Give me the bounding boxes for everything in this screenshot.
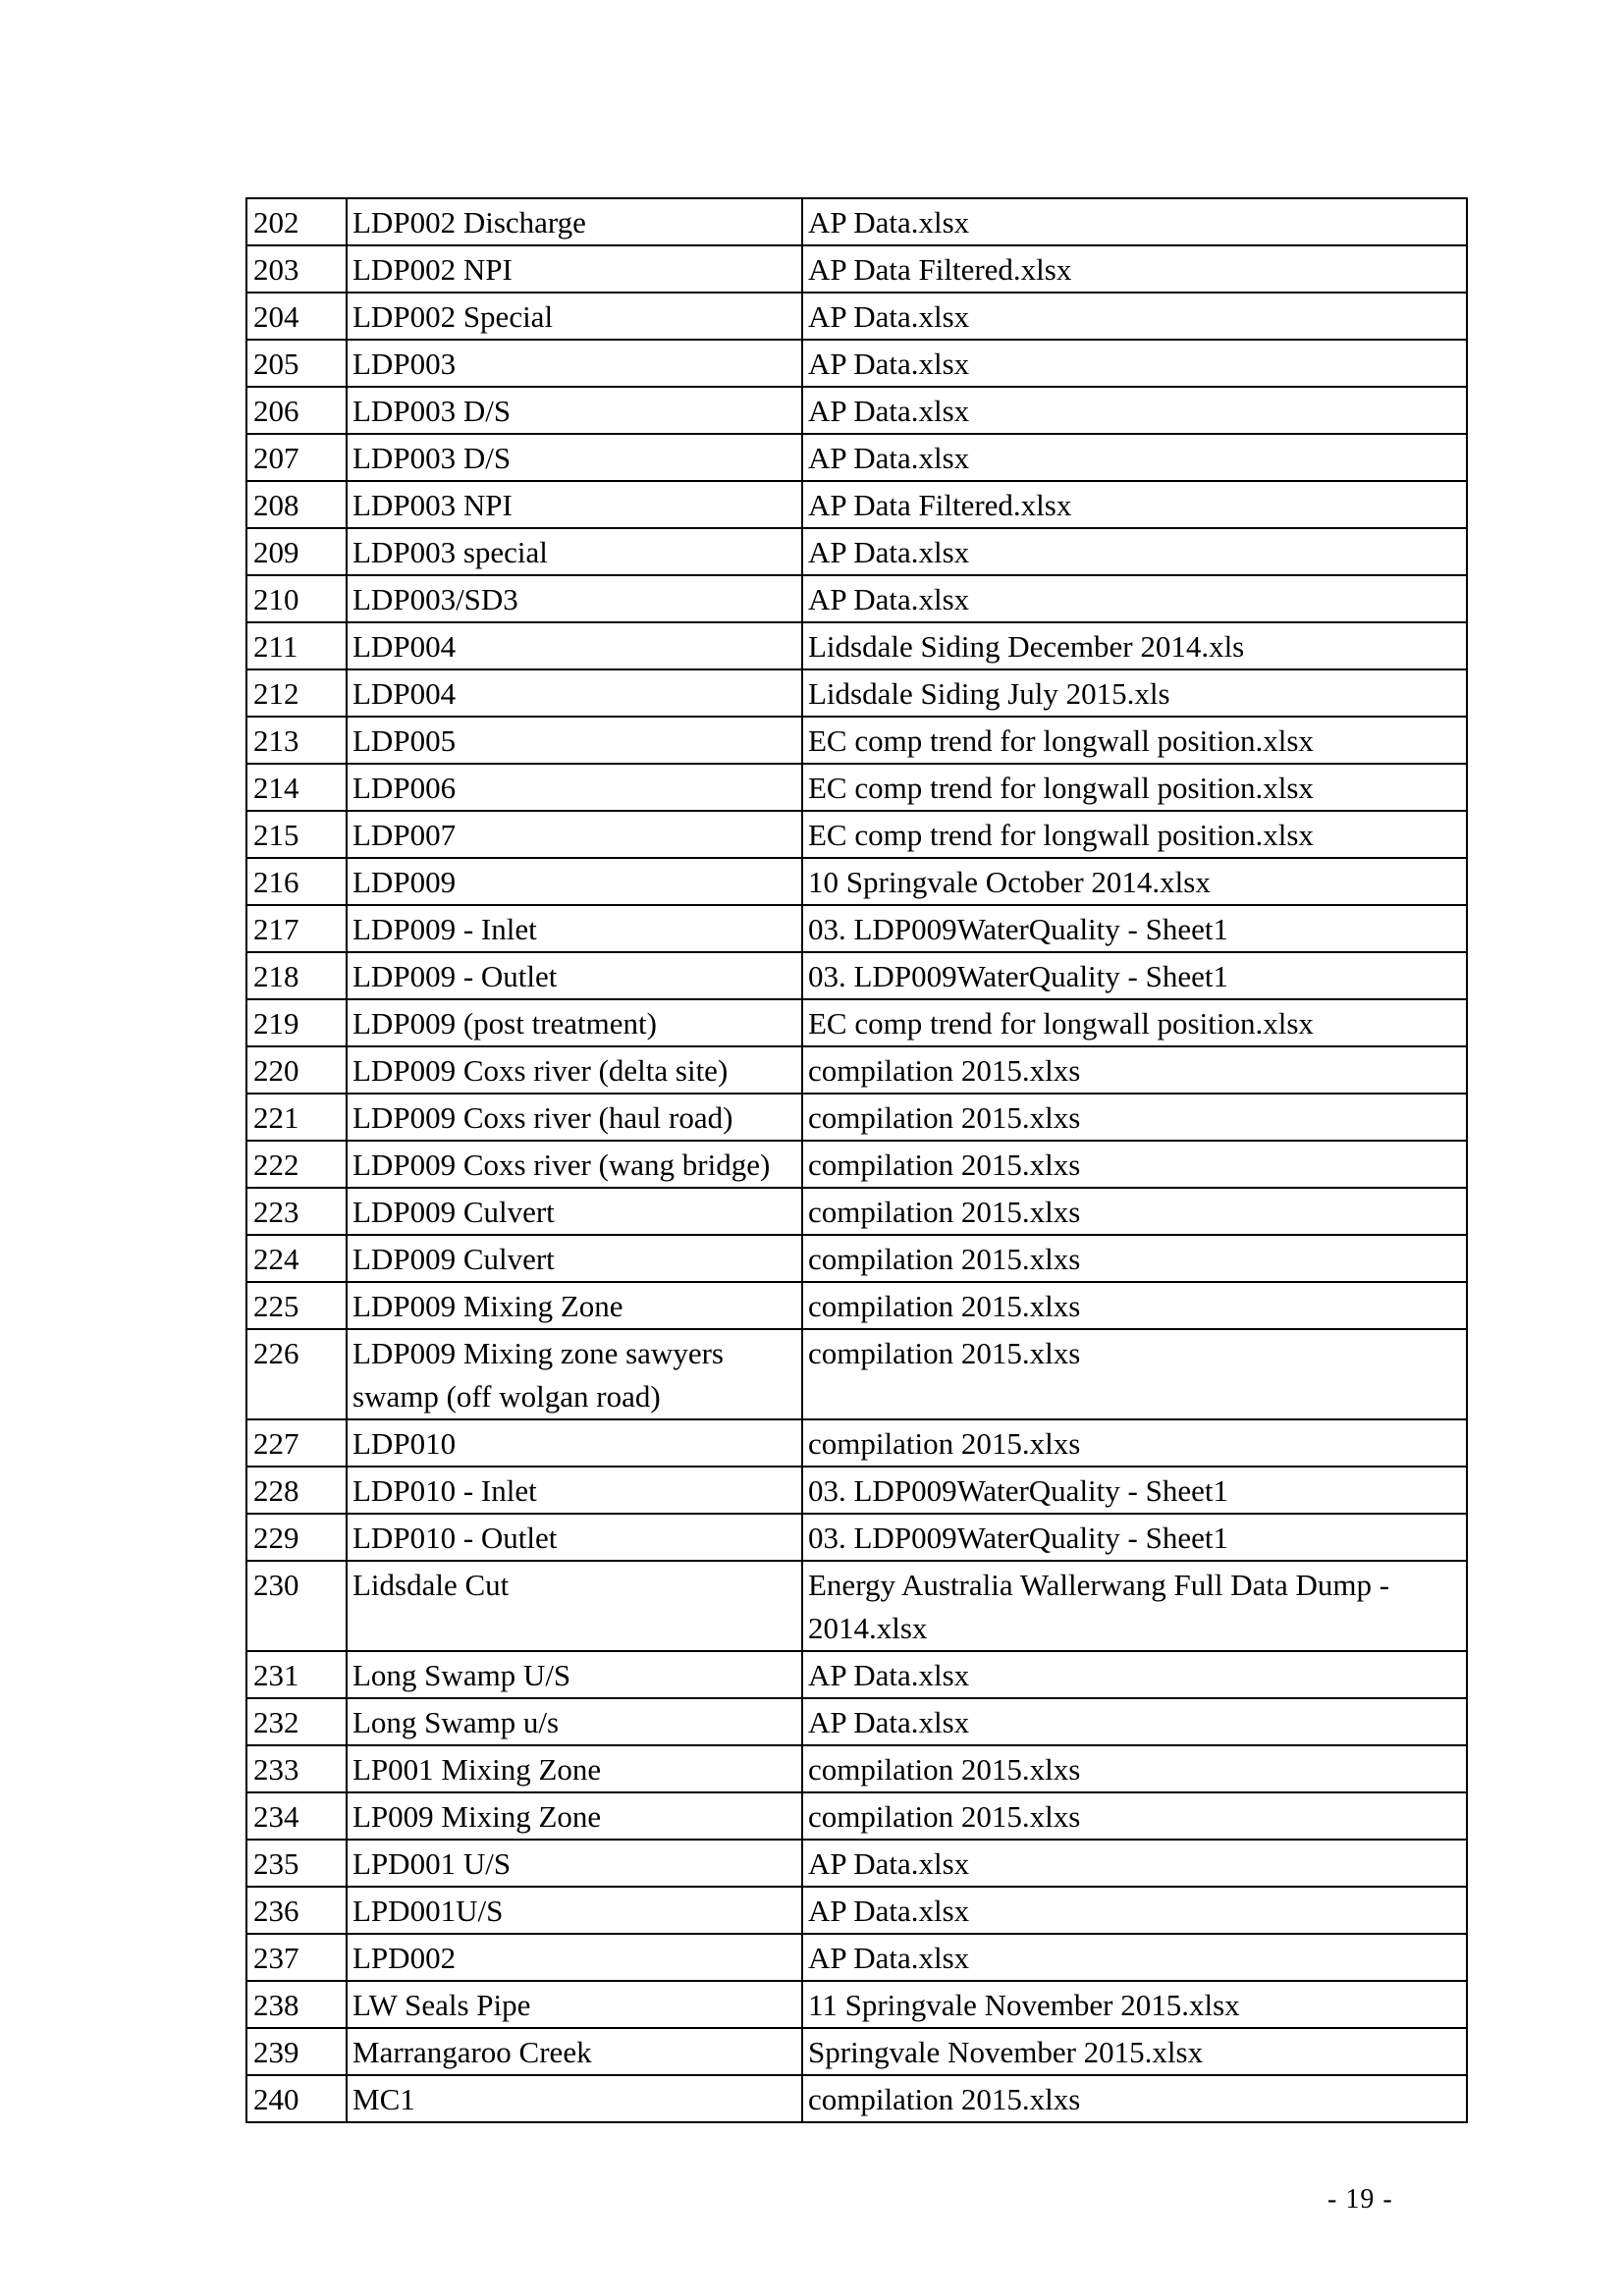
location-cell: LPD002 (347, 1934, 802, 1981)
row-number-cell: 208 (246, 481, 347, 528)
location-cell: LDP003 (347, 340, 802, 387)
location-cell: Lidsdale Cut (347, 1561, 802, 1651)
source-file-cell: compilation 2015.xlxs (802, 1745, 1467, 1792)
table-row (246, 811, 1467, 858)
row-number-cell: 233 (246, 1745, 347, 1792)
source-file-cell: AP Data.xlsx (802, 198, 1467, 245)
location-cell: LDP003 D/S (347, 387, 802, 434)
location-cell: LDP004 (347, 622, 802, 669)
row-number-cell: 240 (246, 2075, 347, 2122)
location-cell: LDP010 - Inlet (347, 1467, 802, 1514)
row-number-cell: 205 (246, 340, 347, 387)
location-cell: LDP010 (347, 1419, 802, 1467)
row-number-cell: 237 (246, 1934, 347, 1981)
row-number-cell: 225 (246, 1282, 347, 1329)
data-table (245, 197, 1468, 2123)
source-file-cell: compilation 2015.xlxs (802, 2075, 1467, 2122)
table-row (246, 669, 1467, 717)
location-cell: LDP009 (post treatment) (347, 999, 802, 1046)
table-row (246, 1651, 1467, 1698)
location-cell: LDP007 (347, 811, 802, 858)
source-file-cell: compilation 2015.xlxs (802, 1235, 1467, 1282)
location-cell: LDP009 - Outlet (347, 952, 802, 999)
source-file-cell: AP Data Filtered.xlsx (802, 481, 1467, 528)
source-file-cell: compilation 2015.xlxs (802, 1329, 1467, 1419)
table-row (246, 481, 1467, 528)
source-file-cell: 03. LDP009WaterQuality - Sheet1 (802, 1514, 1467, 1561)
table-row (246, 1046, 1467, 1094)
location-cell: MC1 (347, 2075, 802, 2122)
location-cell: Marrangaroo Creek (347, 2028, 802, 2075)
location-cell: LDP009 Culvert (347, 1235, 802, 1282)
row-number-cell: 238 (246, 1981, 347, 2028)
source-file-cell: compilation 2015.xlxs (802, 1282, 1467, 1329)
table-row (246, 198, 1467, 245)
table-row (246, 858, 1467, 905)
location-cell: Long Swamp u/s (347, 1698, 802, 1745)
row-number-cell: 214 (246, 764, 347, 811)
row-number-cell: 222 (246, 1141, 347, 1188)
table-row (246, 622, 1467, 669)
source-file-cell: AP Data.xlsx (802, 387, 1467, 434)
table-row (246, 764, 1467, 811)
location-cell: LDP002 Discharge (347, 198, 802, 245)
row-number-cell: 223 (246, 1188, 347, 1235)
row-number-cell: 206 (246, 387, 347, 434)
source-file-cell: AP Data.xlsx (802, 1698, 1467, 1745)
table-row (246, 1840, 1467, 1887)
row-number-cell: 236 (246, 1887, 347, 1934)
source-file-cell: EC comp trend for longwall position.xlsx (802, 764, 1467, 811)
location-cell: LPD001U/S (347, 1887, 802, 1934)
row-number-cell: 234 (246, 1792, 347, 1840)
source-file-cell: compilation 2015.xlxs (802, 1792, 1467, 1840)
row-number-cell: 217 (246, 905, 347, 952)
location-cell: LDP009 Coxs river (wang bridge) (347, 1141, 802, 1188)
table-row (246, 1094, 1467, 1141)
row-number-cell: 228 (246, 1467, 347, 1514)
table-row (246, 717, 1467, 764)
location-cell: LDP009 (347, 858, 802, 905)
row-number-cell: 204 (246, 293, 347, 340)
source-file-cell: compilation 2015.xlxs (802, 1046, 1467, 1094)
location-cell: LDP009 Mixing zone sawyers swamp (off wolgan road) (347, 1329, 802, 1419)
row-number-cell: 230 (246, 1561, 347, 1651)
row-number-cell: 202 (246, 198, 347, 245)
row-number-cell: 215 (246, 811, 347, 858)
source-file-cell: EC comp trend for longwall position.xlsx (802, 999, 1467, 1046)
location-cell: LDP002 Special (347, 293, 802, 340)
location-cell: LDP004 (347, 669, 802, 717)
table-row (246, 1887, 1467, 1934)
location-cell: Long Swamp U/S (347, 1651, 802, 1698)
table-row (246, 1561, 1467, 1651)
row-number-cell: 218 (246, 952, 347, 999)
source-file-cell: 10 Springvale October 2014.xlsx (802, 858, 1467, 905)
source-file-cell: compilation 2015.xlxs (802, 1188, 1467, 1235)
location-cell: LDP009 - Inlet (347, 905, 802, 952)
page-number: - 19 - (1327, 2184, 1393, 2215)
source-file-cell: EC comp trend for longwall position.xlsx (802, 811, 1467, 858)
table-row (246, 2075, 1467, 2122)
table-row (246, 952, 1467, 999)
table-row (246, 1419, 1467, 1467)
location-cell: LDP010 - Outlet (347, 1514, 802, 1561)
row-number-cell: 224 (246, 1235, 347, 1282)
row-number-cell: 235 (246, 1840, 347, 1887)
row-number-cell: 229 (246, 1514, 347, 1561)
location-cell: LDP003 special (347, 528, 802, 575)
table-row (246, 905, 1467, 952)
location-cell: LDP009 Mixing Zone (347, 1282, 802, 1329)
table-row (246, 1235, 1467, 1282)
source-file-cell: Springvale November 2015.xlsx (802, 2028, 1467, 2075)
source-file-cell: Energy Australia Wallerwang Full Data Dump - 2014.xlsx (802, 1561, 1467, 1651)
location-cell: LW Seals Pipe (347, 1981, 802, 2028)
source-file-cell: Lidsdale Siding December 2014.xls (802, 622, 1467, 669)
table-row (246, 575, 1467, 622)
source-file-cell: AP Data.xlsx (802, 1840, 1467, 1887)
source-file-cell: AP Data.xlsx (802, 340, 1467, 387)
table-row (246, 340, 1467, 387)
row-number-cell: 221 (246, 1094, 347, 1141)
table-row (246, 999, 1467, 1046)
source-file-cell: AP Data.xlsx (802, 434, 1467, 481)
table-row (246, 1745, 1467, 1792)
source-file-cell: compilation 2015.xlxs (802, 1141, 1467, 1188)
table-row (246, 387, 1467, 434)
source-file-cell: AP Data.xlsx (802, 1887, 1467, 1934)
location-cell: LDP009 Coxs river (delta site) (347, 1046, 802, 1094)
table-row (246, 2028, 1467, 2075)
row-number-cell: 203 (246, 245, 347, 293)
location-cell: LDP009 Coxs river (haul road) (347, 1094, 802, 1141)
table-row (246, 1514, 1467, 1561)
source-file-cell: EC comp trend for longwall position.xlsx (802, 717, 1467, 764)
location-cell: LDP003 NPI (347, 481, 802, 528)
row-number-cell: 239 (246, 2028, 347, 2075)
table-row (246, 1792, 1467, 1840)
table-row (246, 1282, 1467, 1329)
table-row (246, 1467, 1467, 1514)
location-cell: LDP003/SD3 (347, 575, 802, 622)
table-row (246, 1141, 1467, 1188)
location-cell: LPD001 U/S (347, 1840, 802, 1887)
row-number-cell: 231 (246, 1651, 347, 1698)
source-file-cell: compilation 2015.xlxs (802, 1419, 1467, 1467)
source-file-cell: AP Data Filtered.xlsx (802, 245, 1467, 293)
table-row (246, 1698, 1467, 1745)
source-file-cell: Lidsdale Siding July 2015.xls (802, 669, 1467, 717)
source-file-cell: AP Data.xlsx (802, 293, 1467, 340)
row-number-cell: 226 (246, 1329, 347, 1419)
location-cell: LDP009 Culvert (347, 1188, 802, 1235)
table-body (246, 198, 1467, 2122)
row-number-cell: 209 (246, 528, 347, 575)
row-number-cell: 212 (246, 669, 347, 717)
location-cell: LP001 Mixing Zone (347, 1745, 802, 1792)
row-number-cell: 210 (246, 575, 347, 622)
location-cell: LDP005 (347, 717, 802, 764)
source-file-cell: compilation 2015.xlxs (802, 1094, 1467, 1141)
row-number-cell: 216 (246, 858, 347, 905)
source-file-cell: 03. LDP009WaterQuality - Sheet1 (802, 952, 1467, 999)
row-number-cell: 227 (246, 1419, 347, 1467)
source-file-cell: AP Data.xlsx (802, 575, 1467, 622)
row-number-cell: 219 (246, 999, 347, 1046)
location-cell: LP009 Mixing Zone (347, 1792, 802, 1840)
row-number-cell: 213 (246, 717, 347, 764)
source-file-cell: AP Data.xlsx (802, 528, 1467, 575)
location-cell: LDP006 (347, 764, 802, 811)
source-file-cell: 03. LDP009WaterQuality - Sheet1 (802, 905, 1467, 952)
location-cell: LDP003 D/S (347, 434, 802, 481)
table-row (246, 245, 1467, 293)
location-cell: LDP002 NPI (347, 245, 802, 293)
source-file-cell: 11 Springvale November 2015.xlsx (802, 1981, 1467, 2028)
row-number-cell: 207 (246, 434, 347, 481)
table-row (246, 1188, 1467, 1235)
row-number-cell: 211 (246, 622, 347, 669)
row-number-cell: 232 (246, 1698, 347, 1745)
source-file-cell: AP Data.xlsx (802, 1651, 1467, 1698)
table-row (246, 293, 1467, 340)
source-file-cell: AP Data.xlsx (802, 1934, 1467, 1981)
table-row (246, 1329, 1467, 1419)
table-row (246, 1934, 1467, 1981)
row-number-cell: 220 (246, 1046, 347, 1094)
table-row (246, 528, 1467, 575)
table-row (246, 1981, 1467, 2028)
table-row (246, 434, 1467, 481)
source-file-cell: 03. LDP009WaterQuality - Sheet1 (802, 1467, 1467, 1514)
